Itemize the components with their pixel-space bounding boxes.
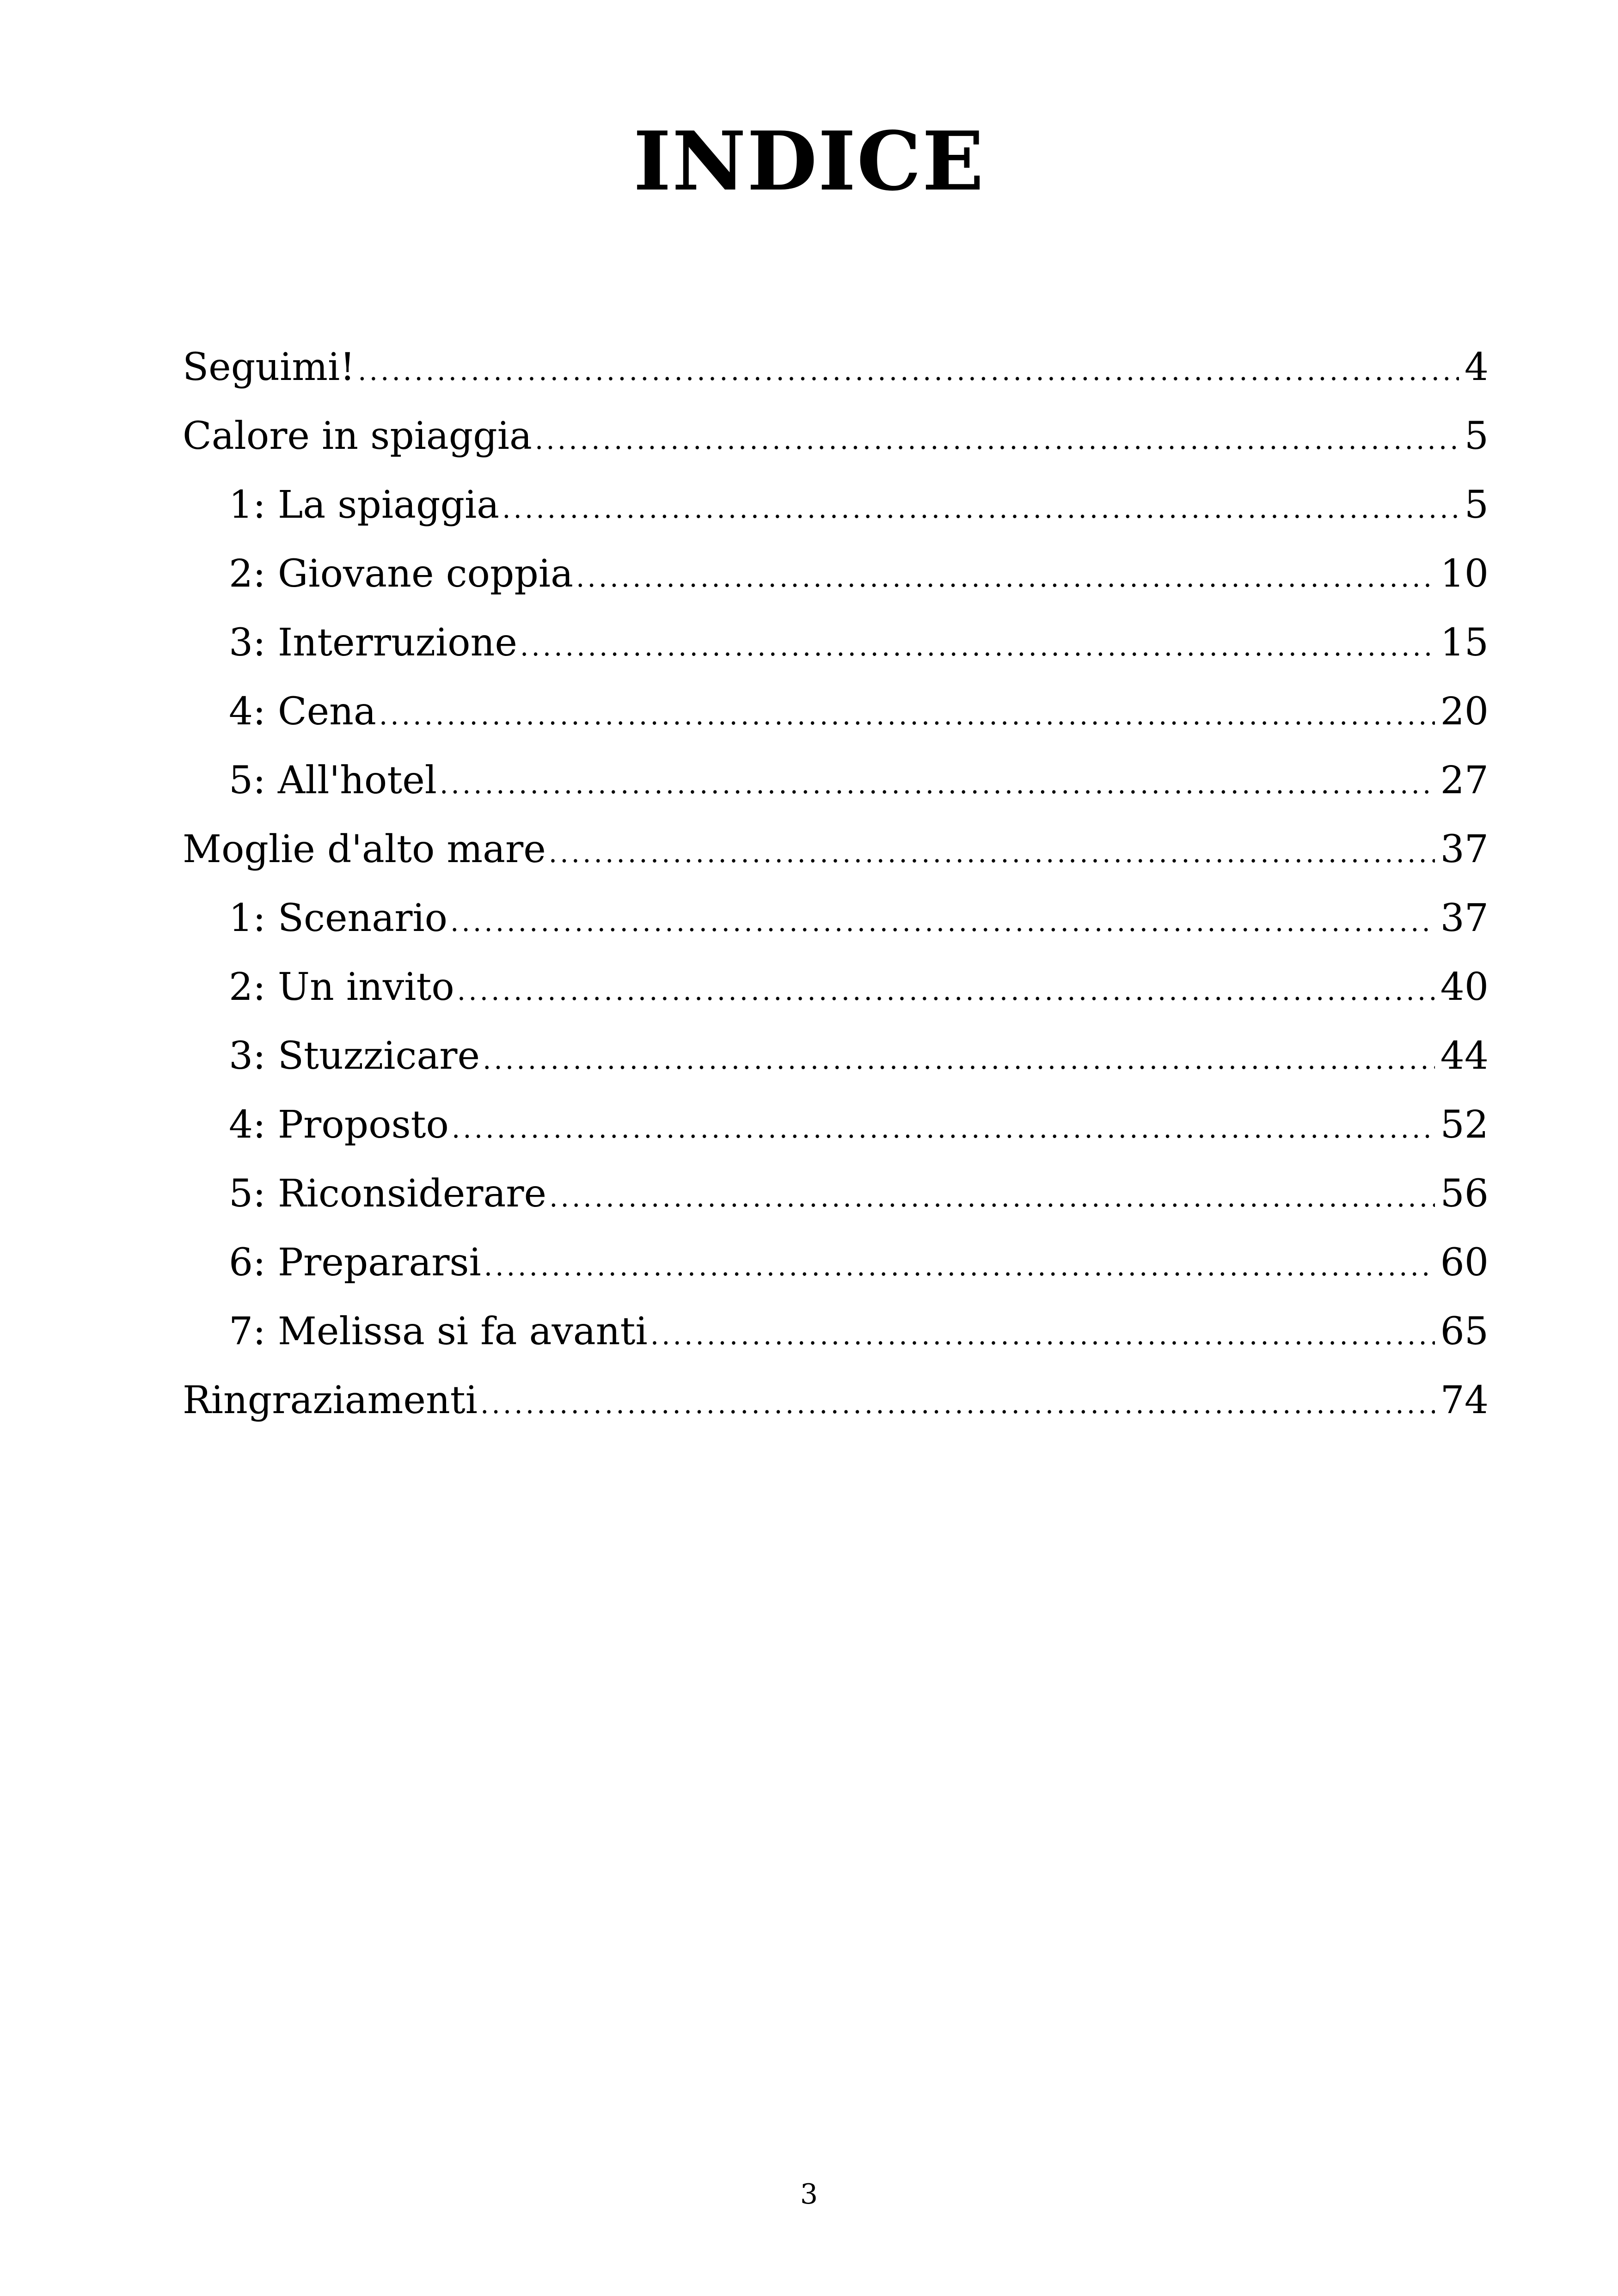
toc-entry-label: 2: Un invito — [229, 965, 454, 1009]
toc-entry-label: 1: Scenario — [229, 896, 447, 940]
toc-subentry[interactable] — [183, 1297, 1489, 1366]
toc-entry-page: 4 — [1464, 345, 1489, 389]
toc-entry-label: 4: Cena — [229, 690, 376, 734]
toc-entry-page: 52 — [1440, 1103, 1489, 1147]
toc-entry-page: 5 — [1464, 483, 1489, 527]
toc-entry-page: 40 — [1440, 965, 1489, 1009]
toc-subentry[interactable] — [183, 1022, 1489, 1090]
toc-dot-leader — [549, 819, 1435, 884]
toc-dot-leader — [520, 612, 1435, 677]
toc-dot-leader — [650, 1301, 1435, 1366]
toc-entry-label: 2: Giovane coppia — [229, 552, 573, 596]
toc-dot-leader — [379, 681, 1435, 746]
toc-dot-leader — [483, 1025, 1435, 1090]
toc-dot-leader — [457, 956, 1435, 1022]
toc-dot-leader — [484, 1232, 1435, 1297]
toc-entry-label: 3: Interruzione — [229, 621, 517, 665]
toc-dot-leader — [576, 543, 1435, 608]
toc-dot-leader — [535, 405, 1459, 471]
toc-subentry[interactable] — [183, 884, 1489, 953]
toc-dot-leader — [440, 750, 1435, 815]
toc-entry-label: 4: Proposto — [229, 1103, 449, 1147]
toc-entry-page: 15 — [1440, 621, 1489, 665]
toc-entry-page: 60 — [1440, 1241, 1489, 1285]
toc-entry-label: 3: Stuzzicare — [229, 1034, 480, 1078]
toc-entry-page: 5 — [1464, 414, 1489, 458]
toc-dot-leader — [549, 1163, 1435, 1228]
toc-entry-page: 56 — [1440, 1172, 1489, 1216]
toc-subentry[interactable] — [183, 746, 1489, 815]
toc-entry-label: Moglie d'alto mare — [183, 827, 546, 871]
toc-entry[interactable] — [183, 1366, 1489, 1435]
toc-entry-label: Ringraziamenti — [183, 1378, 478, 1422]
toc-entry-label: 5: Riconsiderare — [229, 1172, 547, 1216]
toc-entry-page: 37 — [1440, 827, 1489, 871]
toc-subentry[interactable] — [183, 1228, 1489, 1297]
toc-entry-page: 74 — [1440, 1378, 1489, 1422]
toc-dot-leader — [480, 1370, 1435, 1435]
table-of-contents — [183, 333, 1489, 1435]
toc-subentry[interactable] — [183, 471, 1489, 539]
toc-entry-label: 1: La spiaggia — [229, 483, 500, 527]
toc-entry-page: 37 — [1440, 896, 1489, 940]
toc-subentry[interactable] — [183, 677, 1489, 746]
toc-entry-page: 27 — [1440, 759, 1489, 802]
toc-subentry[interactable] — [183, 539, 1489, 608]
toc-subentry[interactable] — [183, 1090, 1489, 1159]
toc-dot-leader — [358, 337, 1459, 402]
toc-entry-page: 10 — [1440, 552, 1489, 596]
toc-entry[interactable] — [183, 402, 1489, 471]
toc-subentry[interactable] — [183, 953, 1489, 1022]
toc-entry-page: 44 — [1440, 1034, 1489, 1078]
toc-entry-label: 6: Prepararsi — [229, 1241, 481, 1285]
toc-entry-label: Seguimi! — [183, 345, 355, 389]
page-title: INDICE — [633, 114, 985, 209]
toc-entry[interactable] — [183, 333, 1489, 402]
toc-dot-leader — [450, 888, 1435, 953]
toc-entry-page: 20 — [1440, 690, 1489, 734]
page-number: 3 — [800, 2178, 818, 2210]
toc-entry-label: 5: All'hotel — [229, 759, 437, 802]
toc-dot-leader — [502, 474, 1459, 539]
toc-entry-page: 65 — [1440, 1310, 1489, 1353]
toc-subentry[interactable] — [183, 608, 1489, 677]
toc-entry[interactable] — [183, 815, 1489, 884]
toc-entry-label: 7: Melissa si fa avanti — [229, 1310, 648, 1353]
toc-entry-label: Calore in spiaggia — [183, 414, 532, 458]
toc-subentry[interactable] — [183, 1159, 1489, 1228]
toc-dot-leader — [452, 1094, 1435, 1159]
